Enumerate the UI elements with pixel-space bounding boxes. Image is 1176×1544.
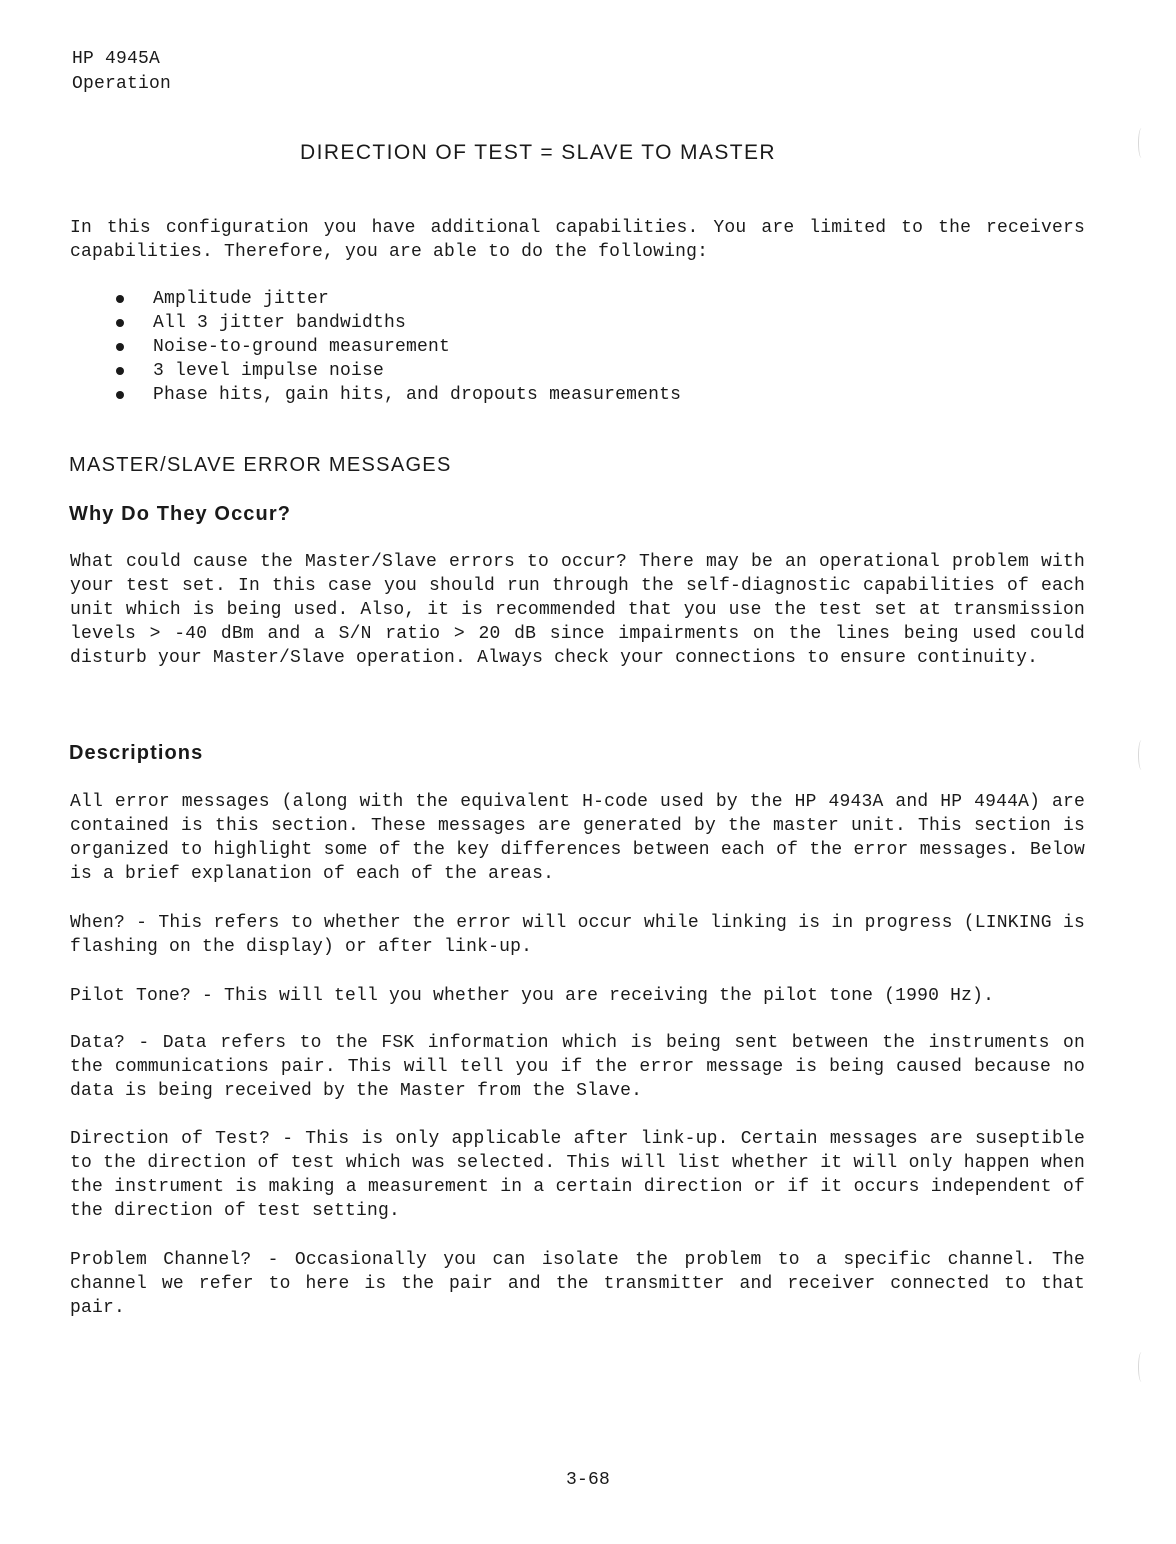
list-item-text: Noise-to-ground measurement <box>153 337 451 357</box>
direction-paragraph: Direction of Test? - This is only applicable after link-up. Certain messages are suseptible to the direction of test which was selected. This will list whether it will only happen when the instrument is making a measurement in a certain direction or if it occurs independent of the direction of test setting. <box>70 1129 1085 1221</box>
capabilities-list <box>116 287 681 407</box>
why-heading: Why Do They Occur? <box>69 503 292 525</box>
bullet-icon <box>116 295 124 303</box>
scan-mark <box>1138 740 1145 770</box>
list-item-text: All 3 jitter bandwidths <box>153 313 407 333</box>
when-paragraph: When? - This refers to whether the error will occur while linking is in progress (LINKING is flashing on the display) or after link-up. <box>70 913 1085 957</box>
page-number: 3-68 <box>565 1470 610 1490</box>
bullet-icon <box>116 343 124 351</box>
header-section: Operation <box>72 74 172 94</box>
list-item <box>116 383 681 407</box>
data-paragraph: Data? - Data refers to the FSK information which is being sent between the instruments on the communications pair. This will tell you if the error message is being caused because no data is being received by the Master from the Slave. <box>70 1033 1085 1101</box>
running-header <box>72 47 171 97</box>
list-item-text: Phase hits, gain hits, and dropouts measurements <box>153 385 682 405</box>
scan-mark <box>1138 1352 1145 1382</box>
pilot-tone-paragraph: Pilot Tone? - This will tell you whether you are receiving the pilot tone (1990 Hz). <box>70 986 995 1006</box>
bullet-icon <box>116 319 124 327</box>
header-model: HP 4945A <box>72 49 161 69</box>
list-item <box>116 287 681 311</box>
list-item-text: Amplitude jitter <box>153 289 330 309</box>
bullet-icon <box>116 367 124 375</box>
intro-paragraph: In this configuration you have additional capabilities. You are limited to the receivers capabilities. Therefore, you are able to do the following: <box>70 218 1085 262</box>
section-heading: MASTER/SLAVE ERROR MESSAGES <box>69 454 452 476</box>
list-item-text: 3 level impulse noise <box>153 361 385 381</box>
list-item <box>116 359 681 383</box>
page-title: DIRECTION OF TEST = SLAVE TO MASTER <box>300 141 776 164</box>
bullet-icon <box>116 391 124 399</box>
why-paragraph: What could cause the Master/Slave errors to occur? There may be an operational problem with your test set. In this case you should run through the self-diagnostic capabilities of each unit which is being used. Also, it is recommended that you use the test set at transmission levels > -40 dBm and a S/N ratio > 20 dB since impairments on the lines being used could disturb your Master/Slave operation. Always check your connections to ensure continuity. <box>70 552 1085 668</box>
list-item <box>116 335 681 359</box>
descriptions-paragraph: All error messages (along with the equivalent H-code used by the HP 4943A and HP 4944A) are contained is this section. These messages are generated by the master unit. This section is organized to highlight some of the key differences between each of the error messages. Below is a brief explanation of each of the areas. <box>70 792 1085 884</box>
scan-mark <box>1138 128 1145 158</box>
descriptions-heading: Descriptions <box>69 742 204 764</box>
list-item <box>116 311 681 335</box>
problem-channel-paragraph: Problem Channel? - Occasionally you can isolate the problem to a specific channel. The channel we refer to here is the pair and the transmitter and receiver connected to that pair. <box>70 1250 1085 1318</box>
